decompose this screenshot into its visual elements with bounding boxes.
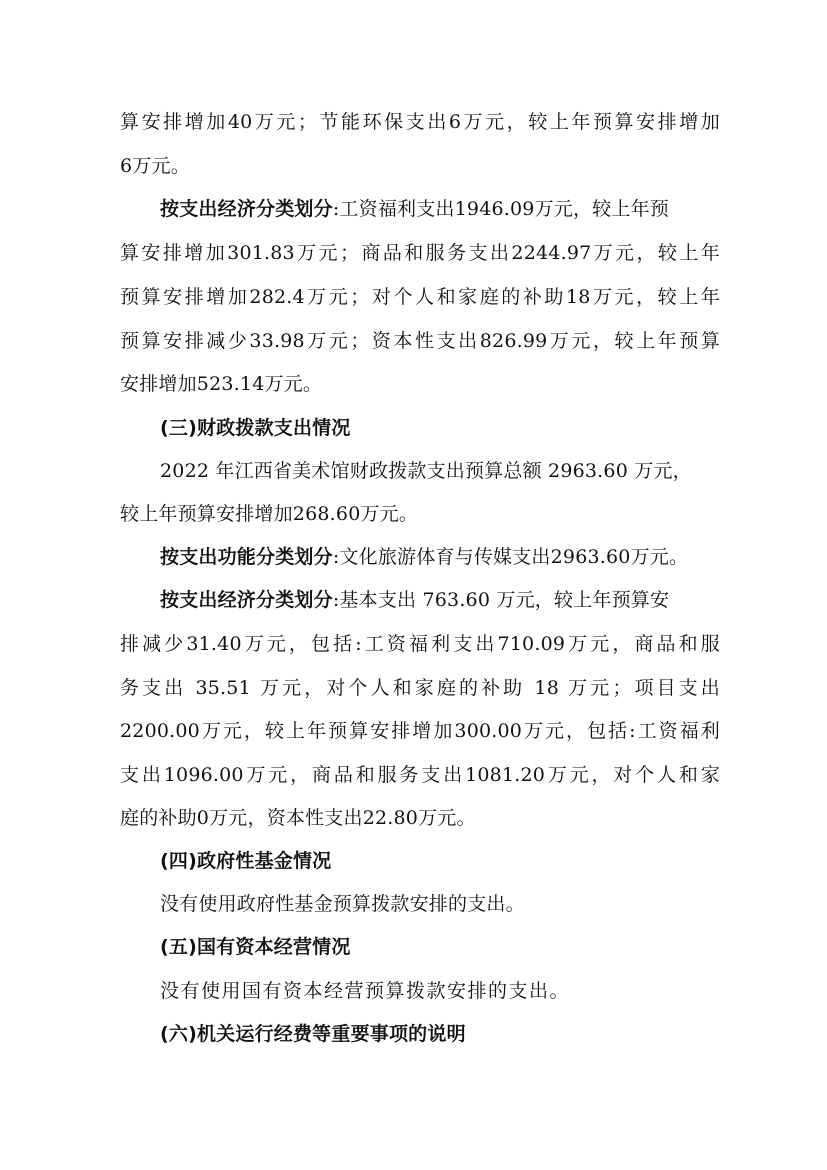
paragraph-line: 庭的补助0万元，资本性支出22.80万元。 — [120, 807, 476, 829]
paragraph-line: 2200.00万元，较上年预算安排增加300.00万元，包括:工资福利 — [120, 720, 720, 742]
section-heading: (五)国有资本经营情况 — [160, 936, 351, 958]
paragraph-line: 没有使用政府性基金预算拨款安排的支出。 — [160, 893, 525, 915]
econ-classification-lead: 按支出经济分类划分 — [160, 589, 333, 611]
paragraph-line: 安排增加523.14万元。 — [120, 373, 323, 395]
paragraph-line: 6万元。 — [120, 155, 190, 177]
paragraph-line: 支出1096.00万元，商品和服务支出1081.20万元，对个人和家 — [120, 764, 720, 786]
paragraph-line: 较上年预算安排增加268.60万元。 — [120, 503, 419, 525]
econ-classification-lead: 按支出经济分类划分 — [160, 198, 333, 220]
paragraph-line: 务支出 35.51 万元，对个人和家庭的补助 18 万元；项目支出 — [120, 677, 720, 699]
paragraph-line — [160, 585, 720, 615]
section-heading: (六)机关运行经费等重要事项的说明 — [160, 1023, 466, 1045]
paragraph-line: 算安排增加40万元；节能环保支出6万元，较上年预算安排增加 — [120, 111, 720, 133]
paragraph-line — [160, 194, 720, 224]
paragraph-line: 预算安排增加282.4万元；对个人和家庭的补助18万元，较上年 — [120, 286, 720, 308]
paragraph-text: :文化旅游体育与传媒支出2963.60万元。 — [332, 546, 689, 568]
paragraph-line: 预算安排减少33.98万元；资本性支出826.99万元，较上年预算 — [120, 330, 720, 352]
paragraph-text: :基本支出 763.60 万元，较上年预算安 — [332, 589, 670, 611]
paragraph-text: :工资福利支出1946.09万元，较上年预 — [332, 198, 669, 220]
paragraph-line: 2022 年江西省美术馆财政拨款支出预算总额 2963.60 万元， — [160, 460, 692, 482]
paragraph-line: 没有使用国有资本经营预算拨款安排的支出。 — [160, 980, 571, 1002]
section-heading: (四)政府性基金情况 — [160, 850, 332, 872]
paragraph-line — [160, 542, 730, 572]
section-heading: (三)财政拨款支出情况 — [160, 417, 351, 439]
paragraph-line: 排减少31.40万元，包括:工资福利支出710.09万元，商品和服 — [120, 633, 720, 655]
paragraph-line: 算安排增加301.83万元；商品和服务支出2244.97万元，较上年 — [120, 242, 720, 264]
function-classification-lead: 按支出功能分类划分 — [160, 546, 333, 568]
